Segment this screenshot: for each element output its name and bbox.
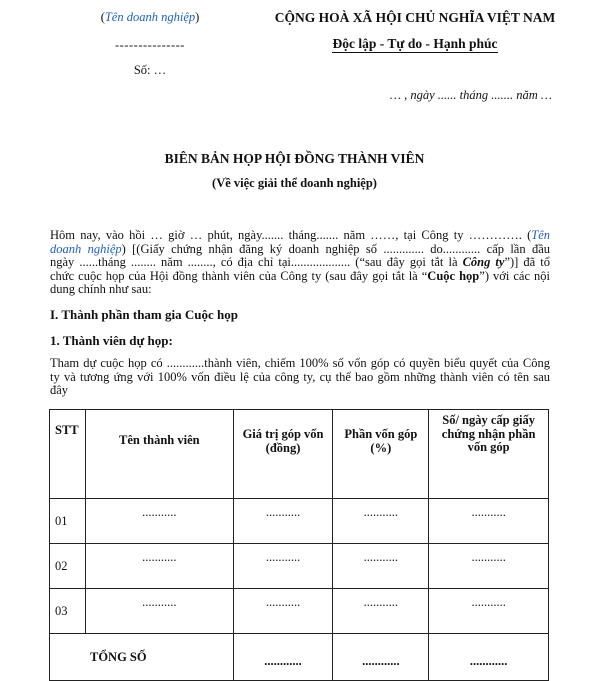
intro-line-2 xyxy=(50,243,550,257)
intro-paragraph xyxy=(50,229,550,297)
row-member-name: ........... xyxy=(85,589,233,634)
total-capital-share: ............ xyxy=(333,634,429,681)
members-line-2: ty và tương ứng với 100% vốn điều lệ của công ty, cụ thể bao gồm những thành viên có tên sau xyxy=(50,369,550,384)
intro-line-1 xyxy=(50,229,550,243)
header-capital-share xyxy=(333,410,429,499)
intro-text: ) [(Giấy chứng nhận đăng ký doanh nghiệp số ............. do............ cấp lần đầu xyxy=(121,241,550,256)
row-stt: 03 xyxy=(50,589,86,634)
header-text: vốn góp xyxy=(467,440,510,454)
national-title: CỘNG HOÀ XÃ HỘI CHỦ NGHĨA VIỆT NAM xyxy=(274,10,556,25)
row-stt: 01 xyxy=(50,499,86,544)
header-text: chứng nhận phần xyxy=(441,426,536,441)
table-header-row xyxy=(50,410,549,499)
intro-text: ”) với các nội xyxy=(479,268,550,283)
document-title: BIÊN BẢN HỌP HỘI ĐỒNG THÀNH VIÊN xyxy=(164,151,425,166)
row-certificate: ........... xyxy=(429,499,549,544)
table-row xyxy=(50,499,549,544)
header-member-name: Tên thành viên xyxy=(85,410,233,499)
document-date: … , ngày ...... tháng ....... năm … xyxy=(389,88,552,102)
row-member-name: ........... xyxy=(85,544,233,589)
header-certificate xyxy=(429,410,549,499)
row-capital-share: ........... xyxy=(333,589,429,634)
intro-line-3 xyxy=(50,256,550,270)
total-capital-value: ............ xyxy=(233,634,333,681)
intro-line-4 xyxy=(50,270,550,284)
company-name xyxy=(40,10,260,25)
national-motto xyxy=(250,36,580,52)
document-number: Số: … xyxy=(133,63,167,77)
row-capital-share: ........... xyxy=(333,499,429,544)
document-subtitle: (Về việc giải thể doanh nghiệp) xyxy=(212,176,377,190)
table-row xyxy=(50,544,549,589)
intro-text: ngày ......tháng ........ năm ........, có địa chỉ tại................... (“sau đây gọi tắt là xyxy=(50,255,463,269)
company-divider: --------------- xyxy=(115,38,185,52)
intro-term-company: Công ty xyxy=(462,255,505,269)
intro-placeholder: doanh nghiệp xyxy=(50,241,122,256)
company-paren-open: ( xyxy=(100,10,105,24)
header-text: Giá trị góp vốn xyxy=(242,427,324,441)
section-heading-1: I. Thành phần tham gia Cuộc họp xyxy=(50,307,238,322)
intro-placeholder: Tên xyxy=(531,228,550,242)
table-row xyxy=(50,589,549,634)
members-table xyxy=(49,409,549,681)
header-text: (%) xyxy=(370,440,392,455)
row-capital-value: ........... xyxy=(233,499,333,544)
total-label: TỔNG SỐ xyxy=(50,634,234,681)
header-text: Số/ ngày cấp giấy xyxy=(442,413,535,427)
row-certificate: ........... xyxy=(429,589,549,634)
intro-text: chức cuộc họp của Hội đồng thành viên của Công ty (sau đây gọi tắt là “ xyxy=(50,268,428,283)
row-capital-share: ........... xyxy=(333,544,429,589)
row-certificate: ........... xyxy=(429,544,549,589)
header-text: Phần vốn góp xyxy=(344,427,418,441)
table-total-row xyxy=(50,634,549,681)
row-capital-value: ........... xyxy=(233,589,333,634)
intro-text: Hôm nay, vào hồi … giờ … phút, ngày....... tháng....... năm ……, tại Công ty …………. ( xyxy=(50,228,532,242)
intro-term-meeting: Cuộc họp xyxy=(427,268,480,283)
header-stt: STT xyxy=(50,410,86,499)
members-paragraph xyxy=(50,357,550,398)
company-paren-close: ) xyxy=(195,10,200,24)
company-name-placeholder: Tên doanh nghiệp xyxy=(104,10,196,24)
members-line-3: đây xyxy=(50,383,69,397)
header-capital-value xyxy=(233,410,333,499)
section-heading-1-1: 1. Thành viên dự họp: xyxy=(50,333,173,348)
intro-text: ”)] đã tổ xyxy=(504,255,550,269)
row-capital-value: ........... xyxy=(233,544,333,589)
intro-line-5: dung chính như sau: xyxy=(50,282,152,296)
members-line-1: Tham dự cuộc họp có ............thành viên, chiếm 100% số vốn góp có quyền biểu quyết của Công xyxy=(50,356,550,370)
motto-text: Độc lập - Tự do - Hạnh phúc xyxy=(332,36,498,51)
row-member-name: ........... xyxy=(85,499,233,544)
total-certificate: ............ xyxy=(429,634,549,681)
header-text: (đồng) xyxy=(265,440,301,455)
row-stt: 02 xyxy=(50,544,86,589)
